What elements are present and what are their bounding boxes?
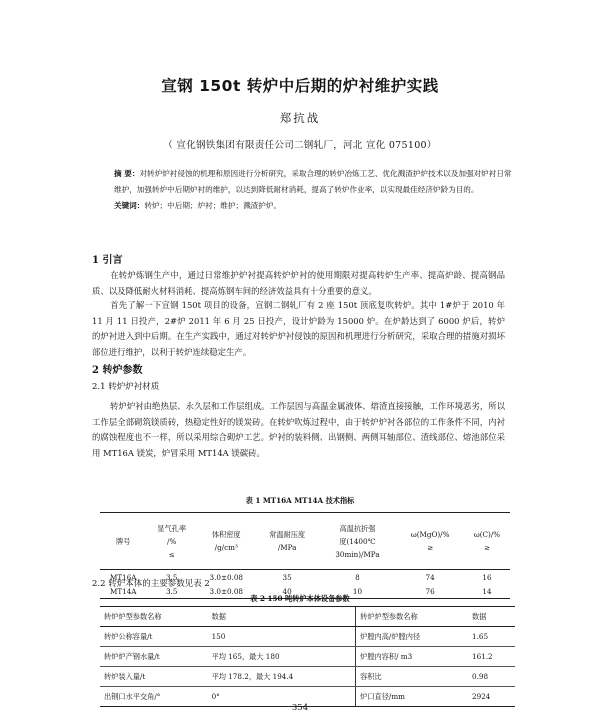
table-2-header-cell: 转炉炉型参数名称	[100, 607, 208, 627]
table-1-header-cell	[146, 513, 196, 570]
table-2-row	[100, 667, 515, 687]
table-1-cell: 8	[355, 572, 360, 582]
table-2-header-cell: 数据	[208, 607, 356, 627]
table-1-header-cell	[197, 513, 256, 570]
table-2-row	[100, 627, 515, 647]
table-2-cell: 转炉公称容量/t	[100, 627, 208, 647]
table-1-header-line: ≤	[168, 549, 175, 559]
table-1-header-line: 显气孔率	[157, 523, 187, 533]
table-2-row	[100, 647, 515, 667]
section-2-1-paragraph: 转炉炉衬由绝热层、永久层和工作层组成。工作层因与高温金属液体、熔渣直接接触，工作环境恶劣，所以工作层全部砌筑镁质砖，热稳定性好的镁炭砖。在转炉吹炼过程中，由于转炉炉衬各部位的工作条件不同，内衬的腐蚀程度也不一样，所以采用综合砌炉工艺。炉衬的装料侧、出钢侧、两侧耳轴部位、渣线部位、熔池部位采用 MT16A 镁炭，炉冒采用 MT14A 镁碳砖。	[92, 401, 505, 459]
paper-title: 宣钢 150t 转炉中后期的炉衬维护实践	[161, 77, 439, 95]
table-1-cell: 10	[352, 586, 363, 596]
keywords-label: 关键词：	[114, 200, 145, 210]
table-1-cell: MT14A	[109, 586, 137, 596]
table-1-header-line: /MPa	[277, 543, 297, 552]
table-1-cell: 40	[282, 586, 292, 596]
table-1-header-line: 常温耐压度	[269, 530, 306, 539]
section-2-heading: 2 转炉参数	[92, 365, 143, 376]
table-2-cell: 0°	[208, 687, 356, 707]
page-number: 354	[291, 703, 309, 713]
table-1-header-cell	[319, 513, 397, 570]
table-1-header-cell	[396, 513, 464, 570]
table-1-header-line: 度(1400℃	[339, 536, 376, 546]
table-1-cell: 35	[282, 572, 292, 582]
table-1-header-line: ≥	[427, 543, 434, 552]
table-1-header-line: /g/cm³	[214, 543, 238, 552]
table-2-cell: 炉膛内高/炉膛内径	[356, 627, 468, 647]
table-2-header-cell: 数据	[468, 607, 515, 627]
table-1-header-line: ω(C)/%	[473, 530, 501, 539]
section-2-1-heading: 2.1 转炉炉衬材质	[92, 382, 160, 392]
table-1-header-line: 高温抗折强	[339, 523, 376, 533]
table-2-cell: 2924	[468, 687, 515, 707]
table-1-header-row	[100, 513, 510, 570]
table-1-header-line: 体积密度	[211, 530, 241, 539]
table-2-header-row	[100, 607, 515, 627]
table-2-cell: 150	[208, 627, 356, 647]
table-2-cell: 炉膛内容积/ m3	[356, 647, 468, 667]
table-2-cell: 容积比	[356, 667, 468, 687]
table-2-header-cell: 转炉炉型参数名称	[356, 607, 468, 627]
table-1-header-line: ≥	[483, 543, 490, 552]
keywords-text: 转炉；中后期；炉衬；维护；溅渣护炉。	[144, 200, 282, 210]
abstract-text: 对转炉炉衬侵蚀的机理和原因进行分析研究，采取合理的转炉冶炼工艺、优化溅渣护炉技术以及加强对炉衬日常维护，加强转炉中后期炉衬的维护，以达到降低耐材消耗，提高了转炉作业率，以实现最佳经济炉龄为目的。	[114, 169, 512, 194]
table-1-cell: 14	[482, 586, 492, 596]
table-2-caption: 表 2 150 吨转炉本体设备参数	[250, 594, 350, 603]
table-2-cell: 平均 178.2，最大 194.4	[208, 667, 356, 687]
table-2-cell: 0.98	[468, 667, 515, 687]
table-1-header-line: 30min)/MPa	[335, 549, 380, 559]
abstract-label: 摘 要：	[114, 169, 140, 178]
table-1-header-cell	[100, 513, 146, 570]
table-1-cell: 3.5	[165, 572, 178, 582]
section-2-2-heading: 2.2 转炉本体的主要参数见表 2	[92, 579, 210, 589]
section-1-paragraph-2: 首先了解一下宣钢 150t 项目的设备，宣钢二钢轧厂有 2 座 150t 顶底复吹转炉。其中 1#炉于 2010 年 11 月 11 日投产，2#炉 2011 年 6 月 25 日投产，设计炉龄为 15000 炉。在炉龄达到了 6000 炉后，转炉的炉衬进入到中后期。在生产实践中，通过对转炉炉衬侵蚀的原因和机理进行分析研究，采取合理的措施对损坏部位进行维护，以利于转炉连续稳定生产。	[92, 300, 505, 358]
table-1-cell: 3.0±0.08	[209, 586, 243, 596]
table-1-header-line: /%	[167, 536, 177, 546]
table-1-cell: 16	[482, 572, 492, 582]
table-1-cell: 74	[425, 572, 435, 582]
table-2-cell: 平均 165，最大 180	[208, 647, 356, 667]
table-1-header-line: 牌号	[116, 536, 131, 546]
table-1-cell: 76	[425, 586, 435, 596]
table-2-cell: 转炉装入量/t	[100, 667, 208, 687]
table-1-header-cell	[464, 513, 510, 570]
table-1-header-cell	[256, 513, 319, 570]
section-1-paragraph-1: 在转炉炼钢生产中，通过日常维护炉衬提高转炉炉衬的使用期限对提高转炉生产率、提高炉龄、提高钢品质、以及降低耐火材料消耗、提高炼钢车间的经济效益具有十分重要的意义。	[92, 270, 505, 296]
table-2-cell: 转炉炉产钢水量/t	[100, 647, 208, 667]
table-2-cell: 炉口直径/mm	[356, 687, 468, 707]
author-name: 郑抗战	[279, 111, 321, 125]
table-1-cell: 3.0±0.08	[209, 572, 243, 582]
table-2-cell: 1.65	[468, 627, 515, 647]
table-2-cell: 161.2	[468, 647, 515, 667]
abstract-block	[114, 166, 514, 213]
table-2-cell: 出钢口水平交角/°	[100, 687, 208, 707]
table-1-header-line: ω(MgO)/%	[410, 530, 450, 539]
table-1-cell: 3.5	[165, 586, 178, 596]
section-1-heading: 1 引言	[92, 255, 123, 266]
table-1-caption: 表 1 MT16A MT14A 技术指标	[245, 496, 355, 505]
table-1-cell: MT16A	[109, 572, 137, 582]
affiliation: （ 宣化钢铁集团有限责任公司二钢轧厂，河北 宣化 075100）	[163, 140, 437, 151]
table-2	[100, 606, 515, 707]
